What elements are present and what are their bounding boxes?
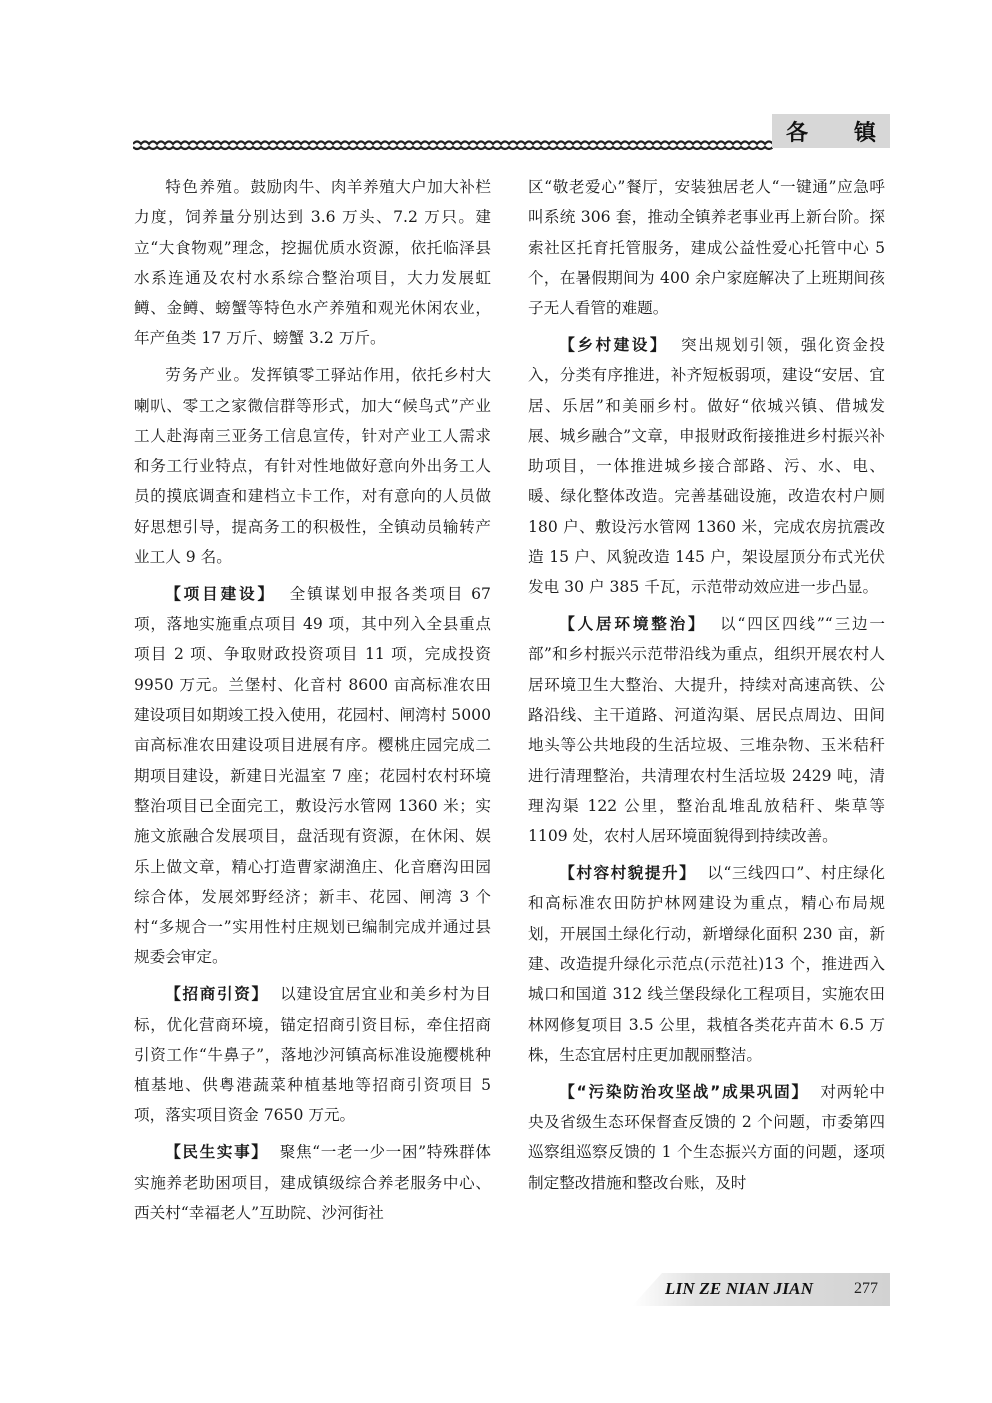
section-keyword: 【“污染防治攻坚战”成果巩固】 xyxy=(559,1082,809,1101)
paragraph xyxy=(528,330,885,603)
paragraph-lead: 特色养殖。 xyxy=(165,178,251,196)
left-column xyxy=(134,172,491,1235)
paragraph-text: 以“四区四线”“三边一部”和乡村振兴示范带沿线为重点，组织开展农村人居环境卫生大整治、大提升，持续对高速高铁、公路沿线、主干道路、河道沟渠、居民点周边、田间地头等公共地段的生活垃圾、三堆杂物、玉米秸秆进行清理整治，共清理农村生活垃圾 2429 吨，清理沟渠 122 公里，整治乱堆乱放秸秆、柴草等 1109 处，农村人居环境面貌得到持续改善。 xyxy=(528,615,885,846)
paragraph-text: 区“敬老爱心”餐厅，安装独居老人“一键通”应急呼叫系统 306 套，推动全镇养老事业再上新台阶。探索社区托育托管服务，建成公益性爱心托管中心 5 个，在暑假期间为 400 余户家庭解决了上班期间孩子无人看管的难题。 xyxy=(528,178,885,318)
footer-title: LIN ZE NIAN JIAN xyxy=(665,1279,814,1298)
paragraph xyxy=(528,172,885,323)
page-number: 277 xyxy=(854,1280,878,1297)
section-keyword: 【村容村貌提升】 xyxy=(559,864,697,883)
paragraph-text: 以“三线四口”、村庄绿化和高标准农田防护林网建设为重点，精心布局规划，开展国土绿化行动，新增绿化面积 230 亩，新建、改造提升绿化示范点(示范社)13 个，推进西入城口和国道 312 线兰堡段绿化工程项目，实施农田林网修复项目 3.5 公里，栽植各类花卉苗木 6.5 万株，生态宜居村庄更加靓丽整洁。 xyxy=(528,864,885,1064)
paragraph-text: 鼓励肉牛、肉羊养殖大户加大补栏力度，饲养量分别达到 3.6 万头、7.2 万只。建立“大食物观”理念，挖掘优质水资源，依托临泽县水系连通及农村水系综合整治项目，大力发展虹鳟、金鳟、螃蟹等特色水产养殖和观光休闲农业，年产鱼类 17 万斤、螃蟹 3.2 万斤。 xyxy=(134,178,491,348)
paragraph-text: 发挥镇零工驿站作用，依托乡村大喇叭、零工之家微信群等形式，加大“候鸟式”产业工人赴海南三亚务工信息宣传，针对产业工人需求和务工行业特点，有针对性地做好意向外出务工人员的摸底调查和建档立卡工作，对有意向的人员做好思想引导，提高务工的积极性，全镇动员输转产业工人 9 名。 xyxy=(134,366,491,567)
section-tab-char: 各 xyxy=(786,120,809,146)
paragraph xyxy=(528,1077,885,1198)
paragraph-text: 对两轮中央及省级生态环保督查反馈的 2 个问题，市委第四巡察组巡察反馈的 1 个生态振兴方面的问题，逐项制定整改措施和整改台账，及时 xyxy=(528,1082,885,1192)
paragraph xyxy=(134,979,491,1130)
header-wavy-rule xyxy=(133,136,773,152)
paragraph-text: 突出规划引领，强化资金投入，分类有序推进，补齐短板弱项，建设“安居、宜居、乐居”和美丽乡村。做好“依城兴镇、借城发展、城乡融合”文章，申报财政衔接推进乡村振兴补助项目，一体推进城乡接合部路、污、水、电、暖、绿化整体改造。完善基础设施，改造农村户厕 180 户、敷设污水管网 1360 米，完成农房抗震改造 15 户、风貌改造 145 户，架设屋顶分布式光伏发电 30 户 385 千瓦，示范带动效应进一步凸显。 xyxy=(528,335,885,597)
paragraph xyxy=(134,579,491,973)
paragraph-text: 全镇谋划申报各类项目 67 项，落地实施重点项目 49 项，其中列入全县重点项目 2 项、争取财政投资项目 11 项，完成投资 9950 万元。兰堡村、化音村 8600 亩高标准农田建设项目如期竣工投入使用，花园村、闸湾村 5000 亩高标准农田建设项目进展有序。樱桃庄园完成二期项目建设，新建日光温室 7 座；花园村农村环境整治项目已全面完工，敷设污水管网 1360 米；实施文旅融合发展项目，盘活现有资源，在休闲、娱乐上做文章，精心打造曹家湖渔庄、化音磨沟田园综合体，发展郊野经济；新丰、花园、闸湾 3 个村“多规合一”实用性村庄规划已编制完成并通过县规委会审定。 xyxy=(134,584,491,967)
paragraph xyxy=(134,360,491,572)
paragraph xyxy=(528,858,885,1070)
section-keyword: 【招商引资】 xyxy=(165,985,269,1004)
section-keyword: 【乡村建设】 xyxy=(559,335,668,354)
paragraph xyxy=(134,1137,491,1228)
section-tab xyxy=(772,114,890,148)
page-footer xyxy=(632,1273,890,1306)
paragraph-text: 以建设宜居宜业和美乡村为目标，优化营商环境，锚定招商引资目标，牵住招商引资工作“牛鼻子”，落地沙河镇高标准设施樱桃种植基地、供粤港蔬菜种植基地等招商引资项目 5 项，落实项目资金 7650 万元。 xyxy=(134,985,491,1125)
right-column xyxy=(528,172,885,1204)
section-keyword: 【项目建设】 xyxy=(165,584,276,603)
paragraph-text: 聚焦“一老一少一困”特殊群体实施养老助困项目，建成镇级综合养老服务中心、西关村“幸福老人”互助院、沙河街社 xyxy=(134,1143,491,1222)
paragraph xyxy=(528,609,885,851)
paragraph-lead: 劳务产业。 xyxy=(165,366,251,385)
section-tab-char: 镇 xyxy=(853,120,876,146)
section-keyword: 【民生实事】 xyxy=(165,1143,269,1162)
section-keyword: 【人居环境整治】 xyxy=(559,615,707,634)
paragraph xyxy=(134,172,491,354)
